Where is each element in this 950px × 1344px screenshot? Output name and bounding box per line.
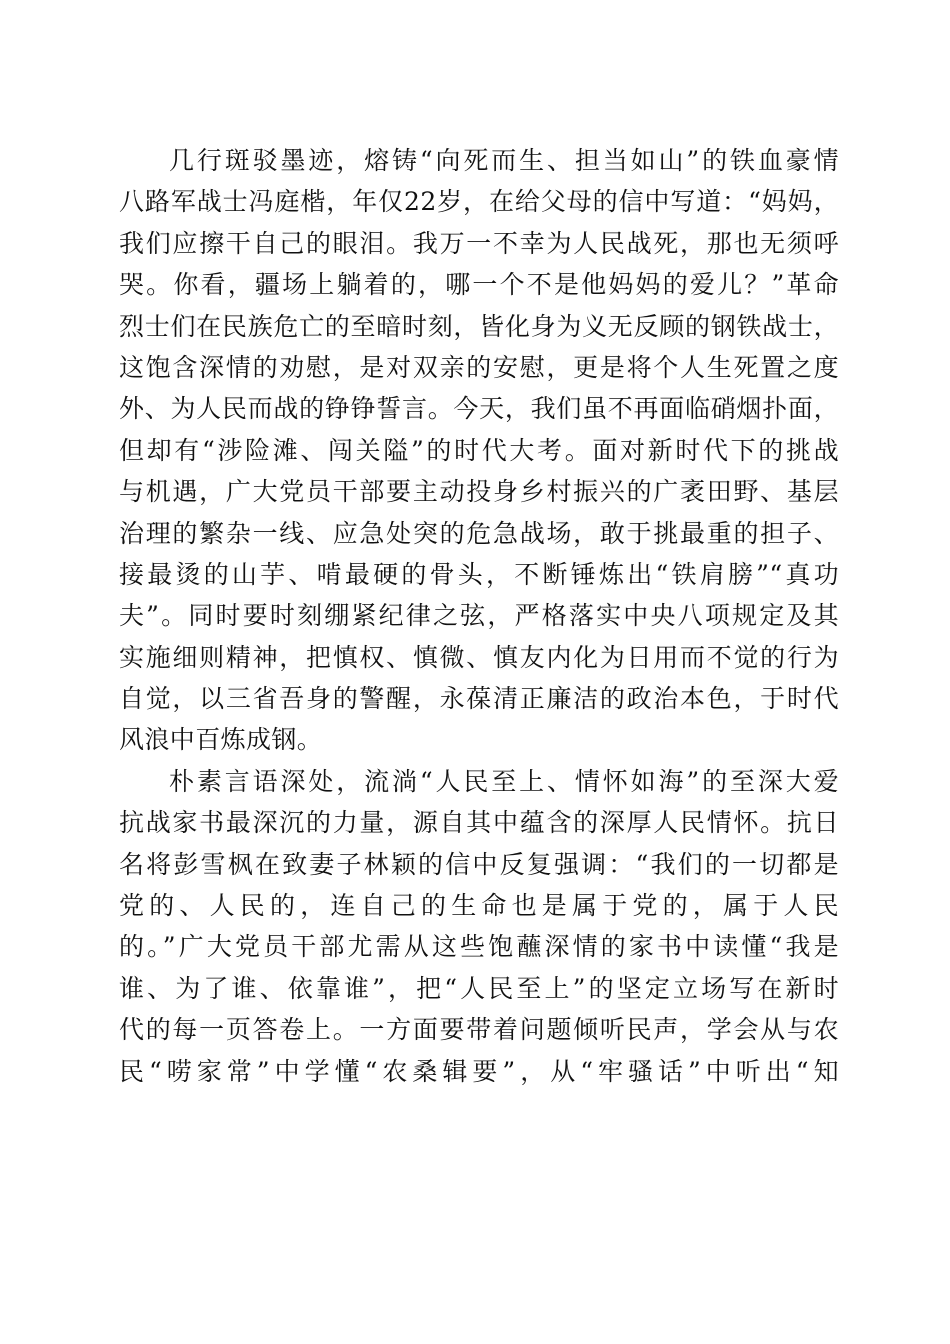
paragraph-2-line-3: 党的、人民的，连自己的生命也是属于党的，属于人民 bbox=[119, 891, 839, 921]
paragraph-2-line-4: 的。”广大党员干部尤需从这些饱蘸深情的家书中读懂“我是 bbox=[119, 932, 839, 962]
paragraph-1-line-2: 我们应擦干自己的眼泪。我万一不幸为人民战死，那也无须呼 bbox=[119, 228, 839, 258]
paragraph-2-line-7: 民“唠家常”中学懂“农桑辑要”，从“牢骚话”中听出“知 bbox=[119, 1056, 839, 1086]
paragraph-1-line-3: 哭。你看，疆场上躺着的，哪一个不是他妈妈的爱儿？”革命 bbox=[119, 270, 839, 300]
paragraph-1-line-13: 自觉，以三省吾身的警醒，永葆清正廉洁的政治本色，于时代 bbox=[119, 684, 839, 714]
paragraph-1-line-8: 与机遇，广大党员干部要主动投身乡村振兴的广袤田野、基层 bbox=[119, 477, 839, 507]
paragraph-2-line-5: 谁、为了谁、依靠谁”，把“人民至上”的坚定立场写在新时 bbox=[119, 973, 839, 1003]
paragraph-2-line-2: 名将彭雪枫在致妻子林颖的信中反复强调：“我们的一切都是 bbox=[119, 849, 839, 879]
paragraph-1-line-6: 外、为人民而战的铮铮誓言。今天，我们虽不再面临硝烟扑面， bbox=[119, 394, 839, 424]
paragraph-1-line-9: 治理的繁杂一线、应急处突的危急战场，敢于挑最重的担子、 bbox=[119, 518, 839, 548]
paragraph-2-line-1: 抗战家书最深沉的力量，源自其中蕴含的深厚人民情怀。抗日 bbox=[119, 808, 839, 838]
heading-line-2: 朴素言语深处，流淌“人民至上、情怀如海”的至深大爱 bbox=[169, 766, 839, 796]
paragraph-1-line-4: 烈士们在民族危亡的至暗时刻，皆化身为义无反顾的钢铁战士， bbox=[119, 311, 839, 341]
paragraph-1-line-10: 接最烫的山芋、啃最硬的骨头，不断锤炼出“铁肩膀”“真功 bbox=[119, 559, 839, 589]
paragraph-1-line-11: 夫”。同时要时刻绷紧纪律之弦，严格落实中央八项规定及其 bbox=[119, 601, 839, 631]
paragraph-1-line-12: 实施细则精神，把慎权、慎微、慎友内化为日用而不觉的行为 bbox=[119, 642, 839, 672]
paragraph-1-line-1: 八路军战士冯庭楷，年仅22岁，在给父母的信中写道：“妈妈， bbox=[119, 187, 839, 217]
paragraph-1-line-7: 但却有“涉险滩、闯关隘”的时代大考。面对新时代下的挑战 bbox=[119, 435, 839, 465]
paragraph-1-line-5: 这饱含深情的劝慰，是对双亲的安慰，更是将个人生死置之度 bbox=[119, 352, 839, 382]
paragraph-2-line-6: 代的每一页答卷上。一方面要带着问题倾听民声，学会从与农 bbox=[119, 1015, 839, 1045]
heading-line-1: 几行斑驳墨迹，熔铸“向死而生、担当如山”的铁血豪情 bbox=[169, 146, 839, 175]
paragraph-1-line-14: 风浪中百炼成钢。 bbox=[119, 725, 323, 755]
document-body bbox=[119, 140, 839, 1092]
